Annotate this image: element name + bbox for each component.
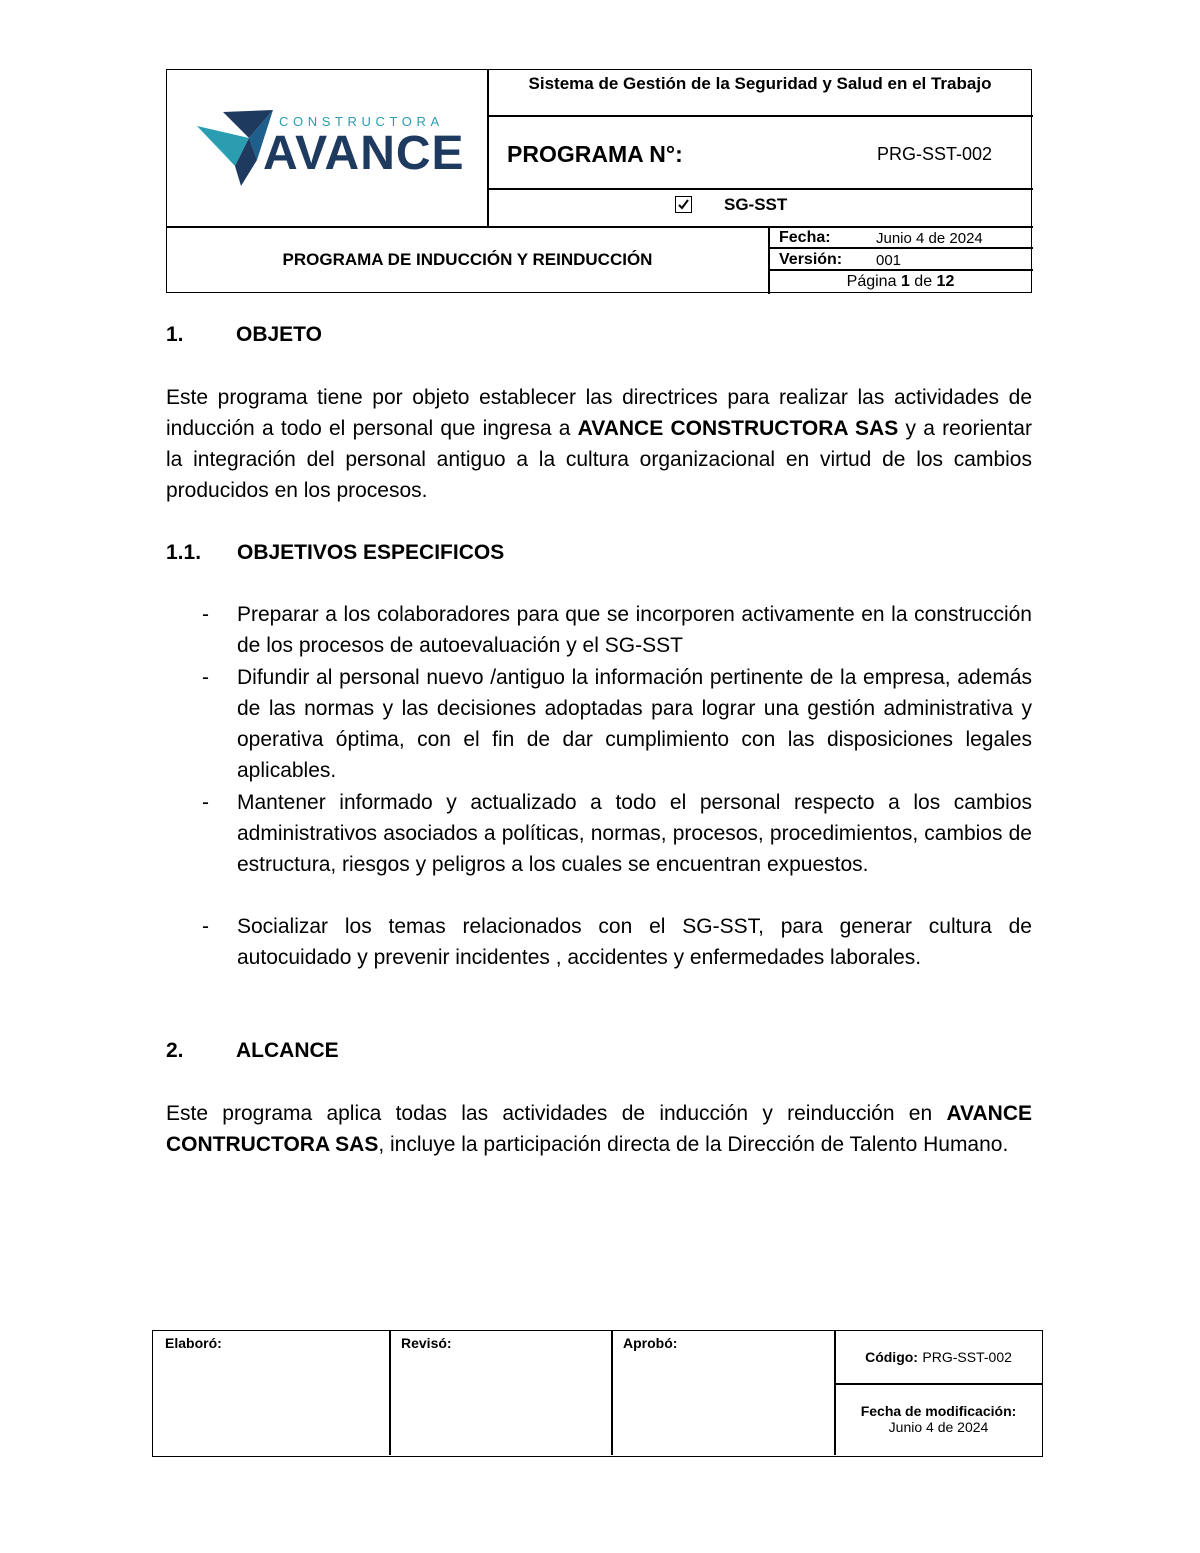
list-dash: - [202, 791, 209, 814]
logo-main-text: AVANCE [263, 127, 465, 180]
sg-sst-checkbox[interactable] [675, 196, 692, 213]
company-logo [195, 108, 465, 188]
section-2-text-c: , incluye la participación directa de la Dirección de Talento Humano. [378, 1133, 1009, 1156]
version-value: 001 [876, 252, 902, 269]
footer-codigo-value: PRG-SST-002 [922, 1349, 1012, 1365]
section-1-text-c: y a reorientar la integración del personal antiguo a la cultura organizacional en virtud de los cambios producidos en los procesos. [166, 417, 1032, 502]
version-label: Versión: [779, 251, 843, 268]
program-label: PROGRAMA N°: [507, 141, 683, 167]
section-2-title: ALCANCE [236, 1039, 339, 1062]
sg-sst-label: SG-SST [724, 195, 788, 214]
footer-table [152, 1330, 1043, 1457]
logo-top-text: CONSTRUCTORA [279, 114, 444, 129]
company-name-1: AVANCE CONSTRUCTORA SAS [577, 417, 899, 440]
section-2-number: 2. [166, 1039, 184, 1062]
page-indicator [768, 273, 1033, 291]
footer-codigo-label: Código: [865, 1349, 918, 1365]
footer-fecha-mod-value: Junio 4 de 2024 [888, 1419, 989, 1435]
program-code: PRG-SST-002 [877, 144, 993, 164]
page-prefix: Página [846, 273, 897, 290]
footer-reviso: Revisó: [401, 1335, 452, 1351]
footer-elaboro: Elaboró: [165, 1335, 222, 1351]
section-1-paragraph [166, 382, 1032, 506]
page-total: 12 [936, 273, 955, 290]
document-title: PROGRAMA DE INDUCCIÓN Y REINDUCCIÓN [282, 250, 653, 269]
list-item-text: Mantener informado y actualizado a todo el personal respecto a los cambios administrativos asociados a políticas, normas, procesos, procedimientos, cambios de estructura, riesgos y peligros a los cuales se encuentran expuestos. [237, 791, 1032, 876]
section-1-title: OBJETO [236, 323, 322, 346]
footer-fecha-mod-label: Fecha de modificación: [860, 1403, 1017, 1419]
footer-fecha-mod [835, 1403, 1042, 1435]
company-name-2: AVANCE CONTRUCTORA SAS [166, 1102, 1032, 1156]
page-of: de [914, 273, 933, 290]
list-item-text: Preparar a los colaboradores para que se incorporen activamente en la construcción de los procesos de autoevaluación y el SG-SST [237, 603, 1032, 657]
page-current: 1 [900, 273, 910, 290]
section-1-text-a: Este programa tiene por objeto establecer las directrices para realizar las actividades de inducción a todo el personal que ingresa a [166, 386, 1032, 440]
section-1-1-number: 1.1. [166, 541, 202, 564]
section-2-text-a: Este programa aplica todas las actividades de inducción y reinducción en [166, 1102, 933, 1125]
checkmark-icon [676, 197, 691, 212]
section-2-paragraph [166, 1098, 1032, 1160]
fecha-value: Junio 4 de 2024 [876, 230, 983, 247]
header-table [166, 69, 1032, 293]
list-dash: - [202, 915, 209, 938]
list-dash: - [202, 603, 209, 626]
footer-aprobo: Aprobó: [623, 1335, 678, 1351]
list-dash: - [202, 666, 209, 689]
section-1-1-title: OBJETIVOS ESPECIFICOS [237, 541, 505, 564]
fecha-label: Fecha: [779, 229, 831, 246]
list-item-text: Socializar los temas relacionados con el SG-SST, para generar cultura de autocuidado y prevenir incidentes , accidentes y enfermedades laborales. [237, 915, 1032, 969]
footer-codigo [835, 1349, 1042, 1367]
section-1-number: 1. [166, 323, 184, 346]
list-item-text: Difundir al personal nuevo /antiguo la información pertinente de la empresa, además de las normas y las decisiones adoptadas para lograr una gestión administrativa y operativa óptima, con el fin de dar cumplimiento con las disposiciones legales aplicables. [237, 666, 1032, 782]
system-title: Sistema de Gestión de la Seguridad y Salud en el Trabajo [528, 74, 992, 93]
